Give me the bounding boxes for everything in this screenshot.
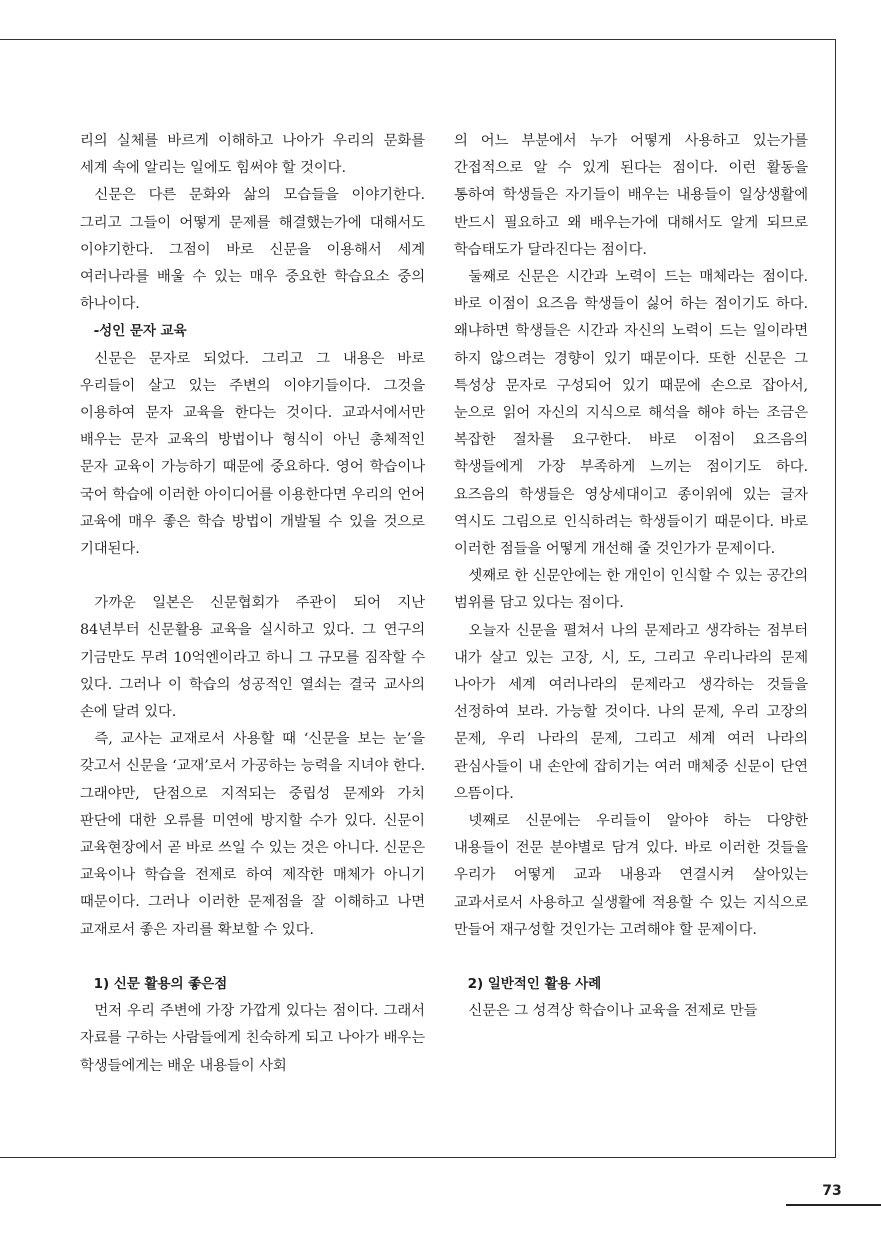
left-paragraph-6: 먼저 우리 주변에 가장 가깝게 있다는 점이다. 그래서 자료를 구하는 사람들에게 친숙하게 되고 나아가 배우는 학생들에게는 배운 내용들이 사회 (80, 1003, 425, 1074)
left-paragraph-3: 신문은 문자로 되었다. 그리고 그 내용은 바로 우리들이 살고 있는 주변의 이야기들이다. 그것을 이용하여 문자 교육을 한다는 것이다. 교과서에서만 배우는 문자 교육의 방법이나 형식이 아닌 총체적인 문자 교육이 가능하기 때문에 중요하다. 영어 학습이나 국어 학습에 이러한 아이디어를 이용한다면 우리의 언어 교육에 매우 좋은 학습 방법이 개발될 수 있을 것으로 기대된다. (80, 350, 426, 558)
section-heading-cases: 2) 일반적인 활용 사례 (467, 976, 602, 993)
right-paragraph-6: 신문은 그 성격상 학습이나 교육을 전제로 만들 (468, 1003, 758, 1020)
right-paragraph-2: 둘째로 신문은 시간과 노력이 드는 매체라는 점이다. 바로 이점이 요즈음 학생들이 싫어 하는 점이기도 하다. 왜냐하면 학생들은 시간과 자신의 노력이 드는 일이라면 하지 않으려는 경향이 있기 때문이다. 또한 신문은 그 특성상 문자로 구성되어 있기 때문에 손으로 잡아서, 눈으로 읽어 자신의 지식으로 해석을 해야 하는 조금은 복잡한 절차를 요구한다. 바로 이점이 요즈음의 학생들에게 가장 부족하게 느끼는 점이기도 하다. 요즈음의 학생들은 영상세대이고 종이위에 있는 글자 역시도 그림으로 인식하려는 학생들이기 때문이다. 바로 이러한 점들을 어떻게 개선해 줄 것인가가 문제이다. (454, 269, 808, 558)
page-frame-bottom-border (0, 1157, 836, 1158)
left-paragraph-1: 리의 실체를 바르게 이해하고 나아가 우리의 문화를 세계 속에 알리는 일에도 힘써야 할 것이다. (80, 133, 425, 177)
page-number: 73 (822, 1183, 842, 1199)
section-heading-literacy: -성인 문자 교육 (93, 323, 187, 340)
left-paragraph-5: 즉, 교사는 교재로서 사용할 때 ‘신문을 보는 눈’을 갖고서 신문을 ‘교재’로서 가공하는 능력을 지녀야 한다. 그래야만, 단점으로 지적되는 중립성 문제와 가치 판단에 대한 오류를 미연에 방지할 수가 있다. 신문이 교육현장에서 곧 바로 쓰일 수 있는 것은 아니다. 신문은 교육이나 학습을 전제로 하여 제작한 매체가 아니기 때문이다. 그러나 이러한 문제점을 잘 이해하고 나면 교재로서 좋은 자리를 확보할 수 있다. (80, 731, 425, 938)
paragraph-spacer (454, 944, 808, 971)
left-column (80, 128, 425, 1080)
page-frame-top-border (0, 39, 836, 40)
right-paragraph-5: 넷째로 신문에는 우리들이 알아야 하는 다양한 내용들이 전문 분야별로 담겨 있다. 바로 이러한 것들을 우리가 어떻게 교과 내용과 연결시켜 살아있는 교과서로서 사용하고 실생활에 적용할 수 있는 지식으로 만들어 재구성할 것인가는 고려해야 할 문제이다. (454, 813, 808, 938)
right-column (454, 128, 808, 1026)
page-frame-right-border (835, 39, 836, 1158)
paragraph-spacer (80, 944, 425, 971)
right-paragraph-4: 오늘자 신문을 펼쳐서 나의 문제라고 생각하는 점부터 내가 살고 있는 고장, 시, 도, 그리고 우리나라의 문제 나아가 세계 여러나라의 문제라고 생각하는 것들을 선정하여 보라. 가능할 것이다. 나의 문제, 우리 고장의 문제, 우리 나라의 문제, 그리고 세계 여러 나라의 관심사들이 내 손안에 잡히기는 여러 매체중 신문이 단연 으뜸이다. (454, 622, 808, 802)
page-number-underline (786, 1204, 881, 1206)
section-heading-benefits: 1) 신문 활용의 좋은점 (93, 975, 228, 992)
paragraph-spacer (80, 563, 425, 590)
left-paragraph-2: 신문은 다른 문화와 삶의 모습들을 이야기한다. 그리고 그들이 어떻게 문제를 해결했는가에 대해서도 이야기한다. 그점이 바로 신문을 이용해서 세계 여러나라를 배울 수 있는 매우 중요한 학습요소 중의 하나이다. (80, 187, 425, 313)
right-paragraph-1: 의 어느 부분에서 누가 어떻게 사용하고 있는가를 간접적으로 알 수 있게 된다는 점이다. 이런 활동을 통하여 학생들은 자기들이 배우는 내용들이 일상생활에 반드시 필요하고 왜 배우는가에 대해서도 알게 되므로 학습태도가 달라진다는 점이다. (454, 133, 808, 258)
right-paragraph-3: 셋째로 한 신문안에는 한 개인이 인식할 수 있는 공간의 범위를 담고 있다는 점이다. (454, 568, 808, 612)
left-paragraph-4: 가까운 일본은 신문협회가 주관이 되어 지난 84년부터 신문활용 교육을 실시하고 있다. 그 연구의 기금만도 무려 10억엔이라고 하니 그 규모를 짐작할 수 있다. 그러나 이 학습의 성공적인 열쇠는 결국 교사의 손에 달려 있다. (80, 595, 425, 721)
